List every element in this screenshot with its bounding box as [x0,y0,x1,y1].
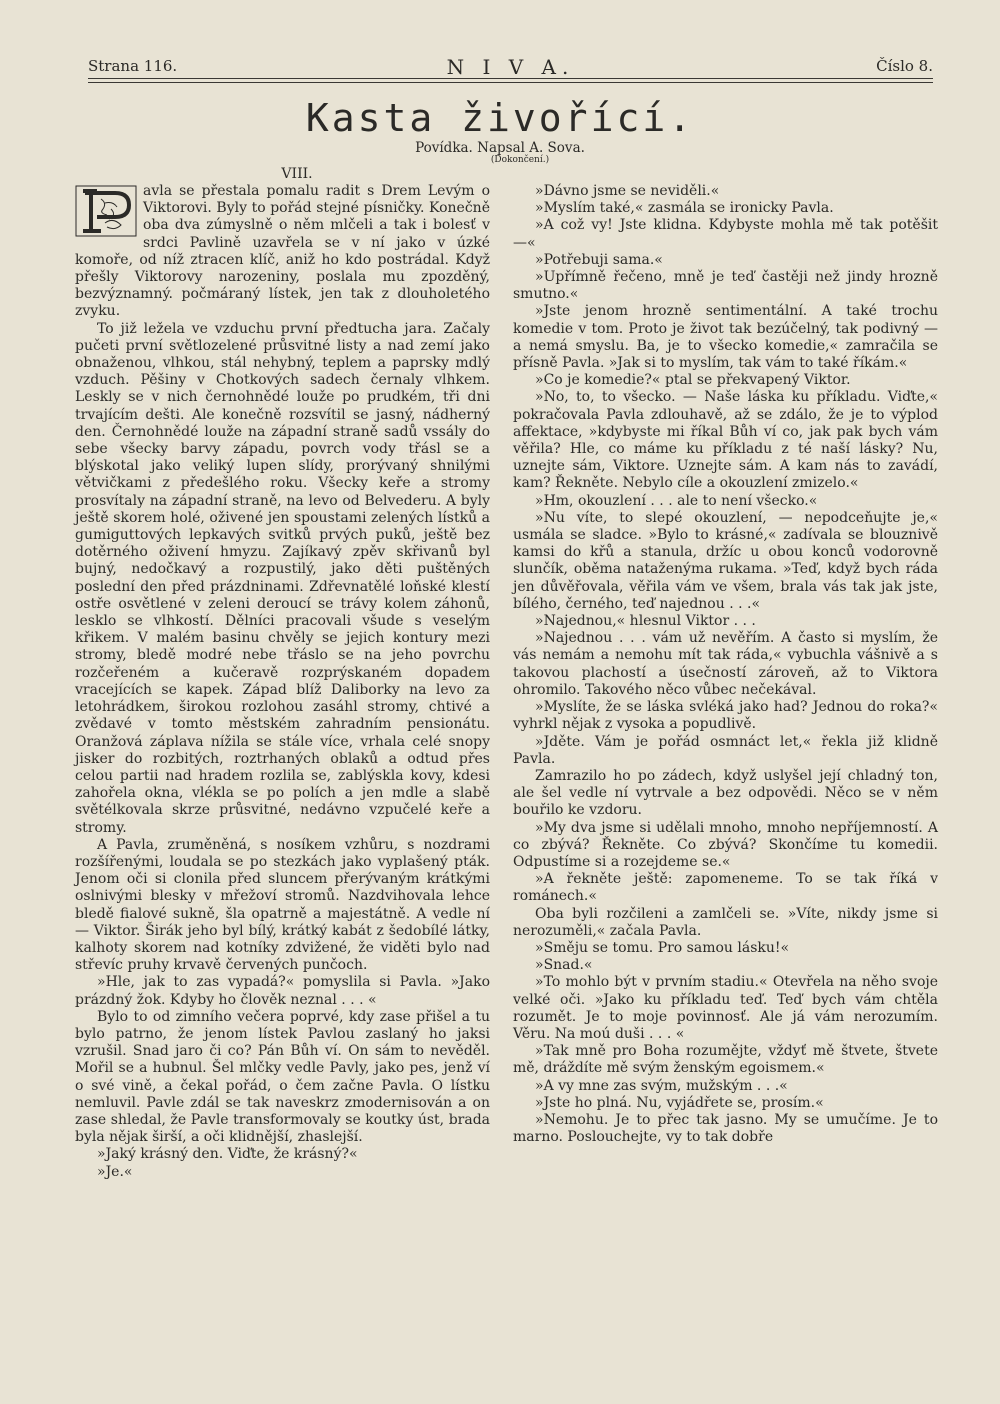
paragraph: »Upřímně řečeno, mně je teď častěji než jindy hrozně smutno.« [513,269,938,303]
paragraph: »Snad.« [535,957,593,974]
paragraph: »Najednou . . . vám už nevěřím. A často si myslím, že vás nemám a nemohu mít tak ráda,« vybuchla vášnivě a s takovou plachostí a úsečností zároveň, až to Viktora ohromilo. Takového něco vůbec nečekával. [513,630,938,698]
paragraph: »My dva jsme si udělali mnoho, mnoho nepříjemností. A co zbývá? Řekněte. Co zbývá? Skončíme tu komedii. Odpustíme si a rozejdeme se.« [513,819,938,870]
left-column [75,183,490,1181]
paragraph: »Jaký krásný den. Viďte, že krásný?« [97,1146,358,1163]
paragraph: »Je.« [97,1163,133,1180]
paragraph: »Jste jenom hrozně sentimentální. A také trochu komedie v tom. Proto je život tak bezúčelný, tak podivný — a nemá smyslu. Ba, je to všecko komedie,« zamračila se přísně Pavla. »Jak si to myslím, tak vám to také říkám.« [513,303,938,372]
right-column [513,183,938,1146]
paragraph: »Potřebuji sama.« [535,251,663,268]
paragraph: »Nu víte, to slepé okouzlení, — nepodceňujte je,« usmála se sladce. »Bylo to krásné,« zadívala se blouznivě kamsi do křů a stanula, držíc u obou konců vodorovně slunčík, oběma nataženýma rukama. »Teď, když bych ráda jen důvěřovala, věřila vám ve všem, brala vás tak jak jste, bílého, černého, teď najednou . . .« [513,509,938,612]
ornamental-initial-p-icon [75,185,137,237]
paragraph: A Pavla, zruměněná, s nosíkem vzhůru, s nozdrami rozšířenými, loudala se po stezkách jako vyplašený pták. Jenom oči si clonila před sluncem přerývaným krátkými oslnivými blesky v mřežoví stromů. Nazdvihovala lehce bledě fialové sukně, šla opatrně a majestátně. A vedle ní — Viktor. Širák jeho byl bílý, krátký kabát z šedobílé látky, kalhoty skorem nad kotníky zdvižené, že viděti bylo nad střevíc pruhy krvavě červených punčoch. [75,836,490,974]
paragraph: Zamrazilo ho po zádech, když uslyšel její chladný ton, ale šel vedle ní vytrvale a bez odpovědi. Něco se v něm bouřilo ke vzdoru. [513,767,938,819]
paragraph: »Dávno jsme se neviděli.« [535,183,720,199]
paragraph: »Jste ho plná. Nu, vyjádřete se, prosím.« [535,1094,824,1111]
issue-number: Číslo 8. [876,57,933,75]
magazine-name: N I V A. [446,55,575,79]
chapter-number: VIII. [281,166,313,182]
continuation-note: (Dokončení.) [490,155,550,165]
paragraph: »Co je komedie?« ptal se překvapený Viktor. [535,372,851,389]
article-title: Kasta živořící. [305,96,695,140]
page-number: Strana 116. [88,57,178,75]
paragraph: »Nemohu. Je to přec tak jasno. My se umučíme. Je to marno. Poslouchejte, vy to tak dobře [513,1111,938,1146]
paragraph: Oba byli rozčileni a zamlčeli se. »Víte, nikdy jsme si nerozuměli,« začala Pavla. [513,905,938,939]
paragraph: »A řekněte ještě: zapomeneme. To se tak říká v románech.« [513,871,938,905]
paragraph: To již ležela ve vzduchu první předtucha jara. Začaly pučeti první světlozelené průsvitné listy a nad zemí jako obnaženou, vlhkou, stál nehybný, teplem a paprsky mdlý vzduch. Pěšiny v Chotkových sadech černaly vlhkem. Leskly se v nich černohnědé louže po prudkém, tři dni trvajícím dešti. Ale konečně rozsvítil se jasný, nádherný den. Černohnědé louže na západní straně sadů vssály do sebe všecky barvy západu, povrch vody třásl se a blýskotal jako veliký lupen slídy, prorývaný shnilými větvičkami z předešlého roku. Všecky keře a stromy prosvítaly na západní straně, na levo od Belvederu. A byly ještě skorem holé, oživené jen spoustami zelených lístků a gumiguttových lepkavých svitků prvých puků, ještě bez dotěrného oživení hmyzu. Zajíkavý zpěv skřivanů byl bujný, nedočkavý a rozpustilý, jako děti puštěných poslední den před prázdninami. Zdřevnatělé loňské klestí ostře osvětlené v zeleni deroucí se trávy kolem záhonů, lesklo se vlhkostí. Dělníci pracovali všude s veselým křikem. V malém basinu chvěly se jejich kontury mezi stromy, bledě modré nebe třáslo se na jeho povrchu rozčeřeném a kučeravě rozprýskaném dopadem vracejících se kapek. Západ blíž Daliborky na levo za letohrádkem, širokou rozlohou zasáhl stromy, chtivé a zvědavé v tomto městském zahradním pensionátu. Oranžová záplava nížila se stále více, vrhala celé snopy jisker do rozbitých, roztrhaných oblaků a odtud přes celou partii nad hradem rozlila se, zablýskla kovy, kdesi zahořela okna, vlékla se po polích a jen mdle a slabě světélkovala skrze průsvitné, nedávno vzpučelé keře a stromy. [75,320,490,836]
paragraph: Bylo to od zimního večera poprvé, kdy zase přišel a tu bylo patrno, že jenom lístek Pavlou zaslaný ho jaksi vzrušil. Snad jaro či co? Pán Bůh ví. On sám to nevěděl. Mořil se a hubnul. Šel mlčky vedle Pavly, jako pes, jenž ví o své vině, a čekal pořád, o čem začne Pavla. O lístku nemluvil. Pavle zdál se tak naveskrz zmodernisován a on zase shledal, že Pavle transformovaly se koutky úst, brada byla nějak širší, a oči klidnější, zhaslejší. [75,1008,490,1146]
running-header [88,55,933,79]
paragraph: »Najednou,« hlesnul Viktor . . . [535,613,756,630]
paragraph: »A vy mne zas svým, mužským . . .« [535,1077,788,1094]
paragraph: »Myslíte, že se láska svléká jako had? Jednou do roka?« vyhrkl nějak z vysoka a popudlivě. [513,699,938,733]
paragraph: »Hm, okouzlení . . . ale to není všecko.« [535,492,818,509]
paragraph: »Jděte. Vám je pořád osmnáct let,« řekla již klidně Pavla. [513,733,938,767]
paragraph: »No, to, to všecko. — Naše láska ku příkladu. Viďte,« pokračovala Pavla zdlouhavě, až se zdálo, že je to výplod affektace, »kdybyste mi říkal Bůh ví co, jak pak bych vám věřila? Hle, co máme ku příkladu z té naší lásky? Nu, uznejte sám, Viktore. Uznejte sám. A kam nás to zavádí, kam? Řekněte. Nebylo cíle a okouzlení zmizelo.« [513,389,938,492]
header-rule-top [88,78,933,79]
paragraph: »To mohlo být v prvním stadiu.« Otevřela na něho svoje velké oči. »Jako ku příkladu teď. Teď bych vám chtěla rozumět. Je to moje povinnosť. Ale já vám nerozumím. Věru. Na moú duši . . . « [513,974,938,1042]
paragraph: avla se přestala pomalu radit s Drem Levým o Viktorovi. Byly to pořád stejné písničky. Konečně oba dva zúmyslně o něm mlčeli a tak i bolesť v srdci Pavlině uzavřela se v ní jako v úzké komoře, od níž ztracen klíč, aniž ho kdo postrádal. Když přešly Viktorovy narozeniny, poslala mu zpozděný, bezvýznamný. počmáraný lístek, jen tak z dlouholetého zvyku. [75,183,490,320]
paragraph: »Myslím také,« zasmála se ironicky Pavla. [535,200,834,217]
header-rule-bottom [88,82,933,83]
paragraph: »Hle, jak to zas vypadá?« pomyslila si Pavla. »Jako prázdný žok. Kdyby ho člověk neznal . . . « [75,974,490,1008]
paragraph: »A což vy! Jste klidna. Kdybyste mohla mě tak potěšit —« [513,217,938,251]
paragraph: »Směju se tomu. Pro samou lásku!« [535,939,790,956]
article-subtitle: Povídka. Napsal A. Sova. [415,140,585,156]
paragraph: »Tak mně pro Boha rozumějte, vždyť mě štvete, štvete mě, dráždíte mě svým ženským egoismem.« [513,1043,938,1077]
